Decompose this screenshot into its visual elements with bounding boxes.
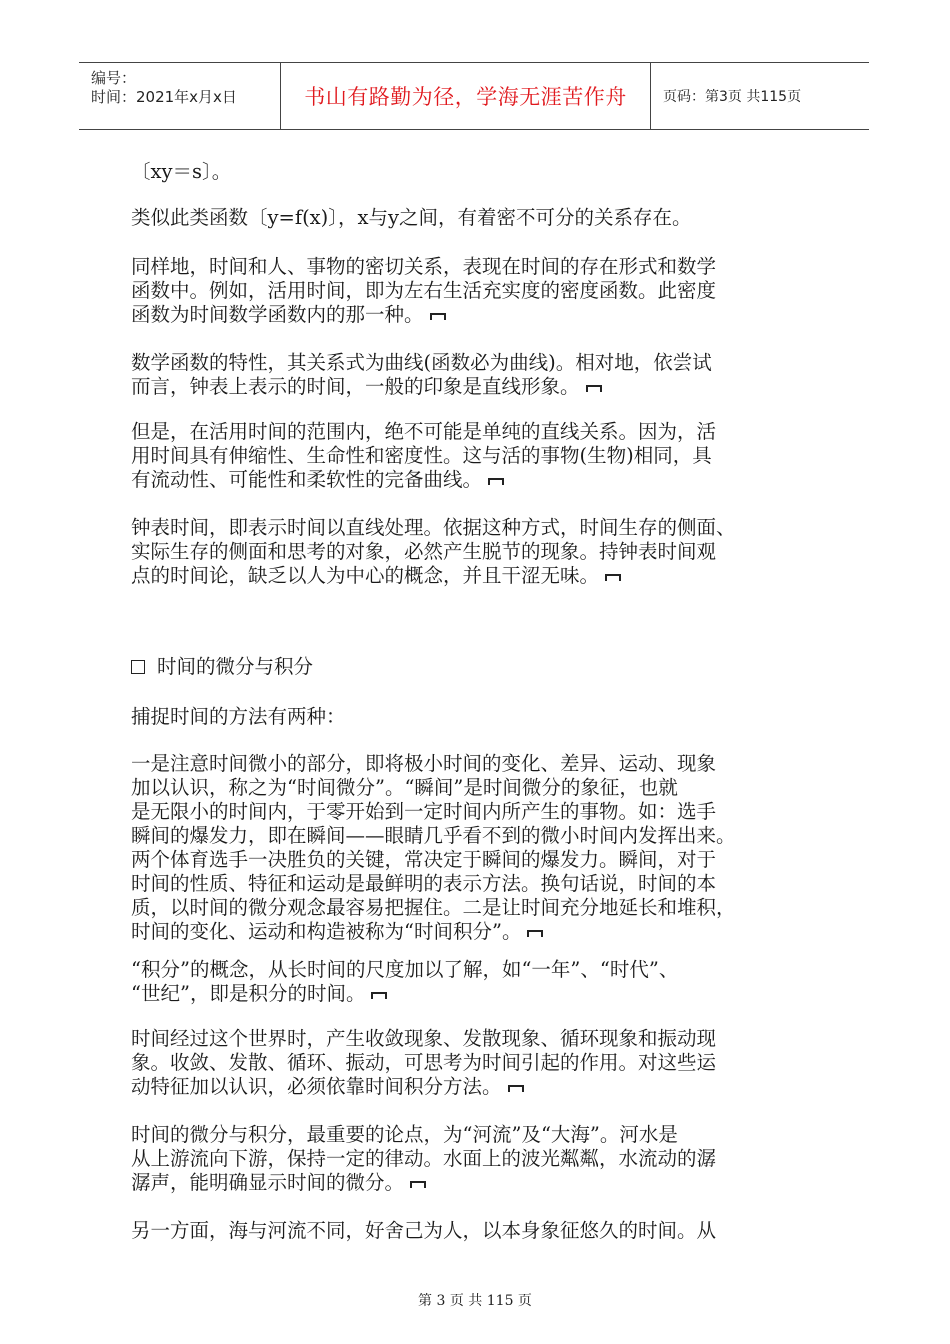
paragraph-line: 用时间具有伸缩性、生命性和密度性。这与活的事物(生物)相同，具 — [131, 444, 712, 467]
paragraph-line: 点的时间论，缺乏以人为中心的概念，并且干涩无味。 — [131, 564, 831, 588]
paragraph-line: 而言，钟表上表示的时间，一般的印象是直线形象。 — [131, 375, 831, 399]
paragraph-mark-icon — [605, 574, 621, 581]
header-meta — [79, 63, 280, 129]
paragraph-line: 象。收敛、发散、循环、振动，可思考为时间引起的作用。对这些运 — [131, 1051, 717, 1074]
paragraph — [131, 516, 831, 588]
section-heading-text: 时间的微分与积分 — [157, 655, 314, 678]
paragraph-mark-icon — [430, 313, 446, 320]
paragraph-line: 动特征加以认识，必须依靠时间积分方法。 — [131, 1075, 831, 1099]
paragraph-mark-icon — [371, 992, 387, 999]
paragraph-line: 时间的微分与积分，最重要的论点，为“河流”及“大海”。河水是 — [131, 1123, 678, 1146]
paragraph — [131, 705, 831, 729]
paragraph-line: 加以认识，称之为“时间微分”。“瞬间”是时间微分的象征，也就 — [131, 776, 678, 799]
paragraph-line: 函数为时间数学函数内的那一种。 — [131, 303, 831, 327]
paragraph — [131, 1123, 831, 1195]
paragraph-line: 类似此类函数〔y=f(x)〕，x与y之间，有着密不可分的关系存在。 — [131, 206, 692, 229]
paragraph-line: 函数中。例如，活用时间，即为左右生活充实度的密度函数。此密度 — [131, 279, 717, 302]
header-page-info: 页码：第3页 共115页 — [663, 89, 802, 105]
paragraph-line: 时间经过这个世界时，产生收敛现象、发散现象、循环现象和振动现 — [131, 1027, 717, 1050]
paragraph — [131, 752, 831, 944]
paragraph-line: 从上游流向下游，保持一定的律动。水面上的波光粼粼，水流动的潺 — [131, 1147, 717, 1170]
paragraph-line: 但是，在活用时间的范围内，绝不可能是单纯的直线关系。因为，活 — [131, 420, 717, 443]
checkbox-square-icon — [131, 660, 145, 674]
paragraph-line: 是无限小的时间内，于零开始到一定时间内所产生的事物。如：选手 — [131, 800, 717, 823]
paragraph-mark-icon — [586, 385, 602, 392]
paragraph — [131, 1219, 831, 1243]
paragraph — [131, 1027, 831, 1099]
header-motto: 书山有路勤为径，学海无涯苦作舟 — [280, 63, 651, 129]
paragraph-line: “世纪”，即是积分的时间。 — [131, 982, 831, 1006]
paragraph-line: 捕捉时间的方法有两种： — [131, 705, 346, 728]
paragraph-line: 质，以时间的微分观念最容易把握住。二是让时间充分地延长和堆积， — [131, 896, 736, 919]
paragraph — [131, 206, 831, 230]
paragraph-line: 时间的性质、特征和运动是最鲜明的表示方法。换句话说，时间的本 — [131, 872, 717, 895]
time-label: 时间：2021年x月x日 — [91, 88, 237, 106]
section-heading — [131, 655, 313, 679]
paragraph — [131, 351, 831, 399]
paragraph — [131, 255, 831, 327]
paragraph-mark-icon — [410, 1181, 426, 1188]
paragraph-line: 同样地，时间和人、事物的密切关系，表现在时间的存在形式和数学 — [131, 255, 717, 278]
paragraph-mark-icon — [527, 930, 543, 937]
paragraph-line: 一是注意时间微小的部分，即将极小时间的变化、差异、运动、现象 — [131, 752, 717, 775]
page-footer: 第 3 页 共 115 页 — [418, 1293, 532, 1309]
header-table — [79, 62, 869, 130]
paragraph-line: 两个体育选手一决胜负的关键，常决定于瞬间的爆发力。瞬间，对于 — [131, 848, 717, 871]
paragraph — [131, 420, 831, 492]
paragraph-line: 〔xy＝s〕。 — [131, 160, 232, 183]
paragraph-line: 有流动性、可能性和柔软性的完备曲线。 — [131, 468, 831, 492]
paragraph — [131, 160, 831, 184]
paragraph-line: “积分”的概念，从长时间的尺度加以了解，如“一年”、“时代”、 — [131, 958, 679, 981]
paragraph-line: 钟表时间，即表示时间以直线处理。依据这种方式，时间生存的侧面、 — [131, 516, 736, 539]
paragraph-line: 数学函数的特性，其关系式为曲线(函数必为曲线)。相对地，依尝试 — [131, 351, 712, 374]
serial-label: 编号： — [91, 69, 137, 87]
paragraph-line: 潺声，能明确显示时间的微分。 — [131, 1171, 831, 1195]
paragraph-line: 另一方面，海与河流不同，好舍己为人，以本身象征悠久的时间。从 — [131, 1219, 717, 1242]
paragraph-line: 时间的变化、运动和构造被称为“时间积分”。 — [131, 920, 831, 944]
paragraph-line: 实际生存的侧面和思考的对象，必然产生脱节的现象。持钟表时间观 — [131, 540, 717, 563]
paragraph — [131, 958, 831, 1006]
paragraph-line: 瞬间的爆发力，即在瞬间——眼睛几乎看不到的微小时间内发挥出来。 — [131, 824, 736, 847]
paragraph-mark-icon — [508, 1085, 524, 1092]
paragraph-mark-icon — [488, 478, 504, 485]
